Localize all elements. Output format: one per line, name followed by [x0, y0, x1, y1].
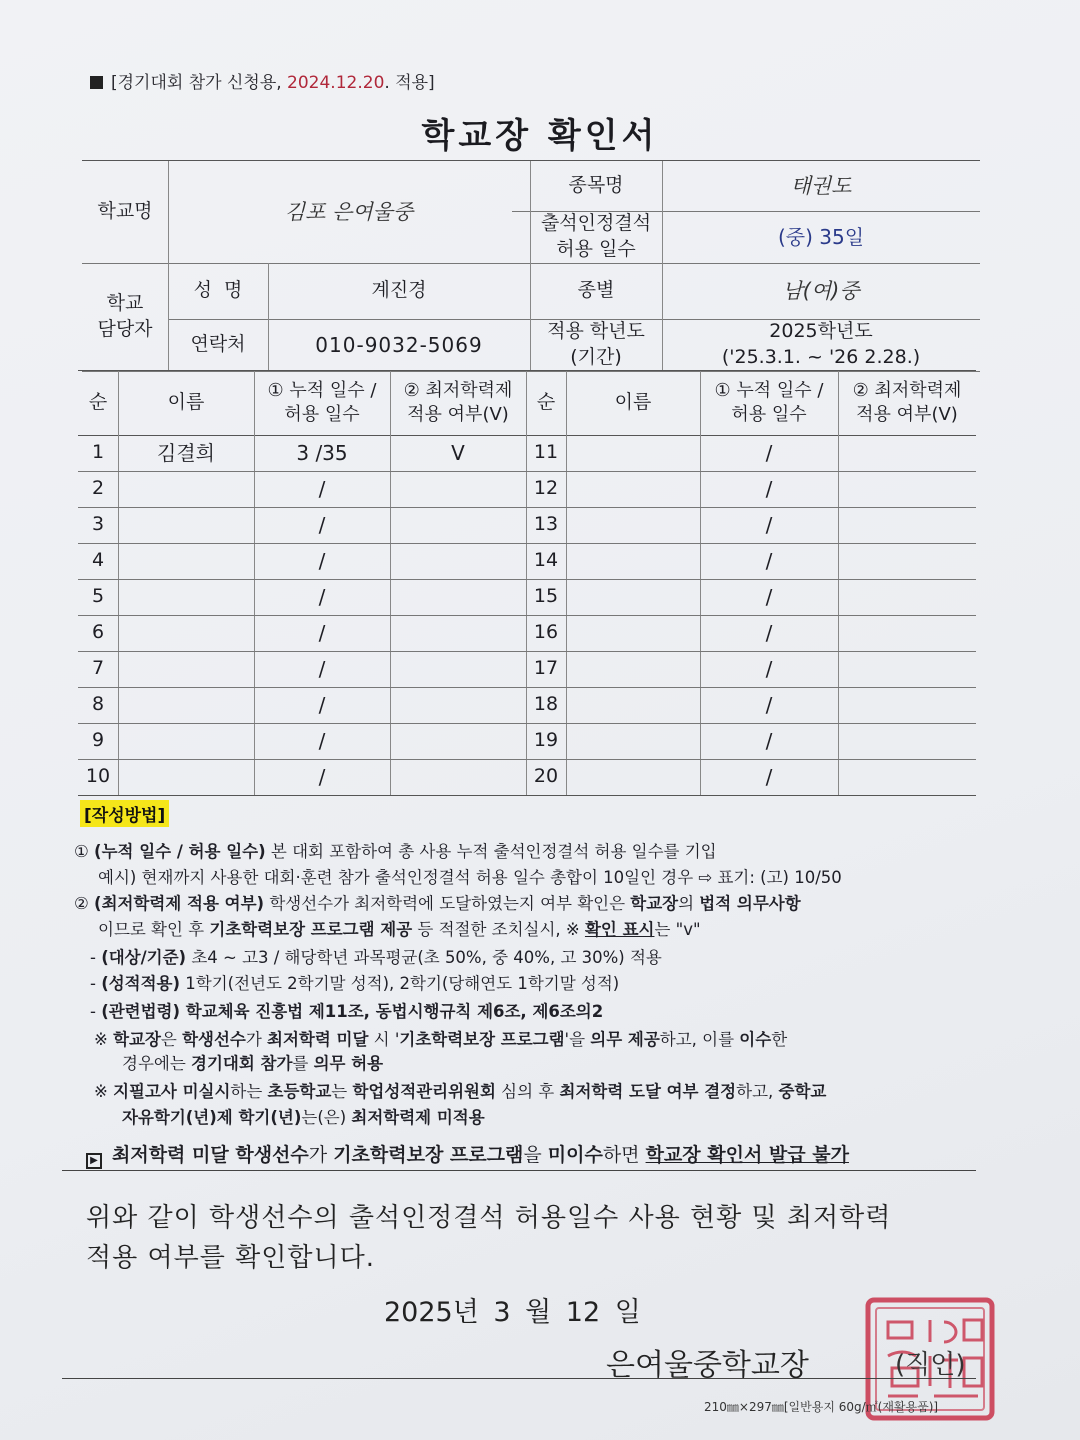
student-name	[118, 759, 254, 795]
absence-days: /	[318, 512, 326, 537]
instruction-line: ① (누적 일수 / 허용 일수) 본 대회 포함하여 총 사용 누적 출석인정결석 허용 일수를 기입	[74, 842, 717, 861]
absence-days: 3 /35	[296, 440, 348, 465]
min-standard-check	[390, 723, 526, 759]
col-days-right: ① 누적 일수 / 허용 일수	[714, 379, 824, 425]
absence-days: /	[765, 620, 773, 645]
method-heading: [작성방법]	[80, 800, 169, 827]
row-number: 11	[533, 441, 559, 464]
col-name-right: 이름	[614, 391, 652, 414]
row-number: 18	[533, 693, 559, 716]
absence-days: /	[765, 476, 773, 501]
contact-value: 010-9032-5069	[315, 332, 483, 357]
sport-label: 종목명	[568, 174, 624, 197]
absence-days: /	[765, 512, 773, 537]
min-standard-check	[390, 507, 526, 543]
row-number: 10	[85, 765, 111, 788]
absence-value: (중) 35일	[777, 224, 865, 249]
row-number: 14	[533, 549, 559, 572]
instruction-line: ※ 학교장은 학생선수가 최저학력 미달 시 '기초학력보장 프로그램'을 의무 제공하고, 이를 이수한	[94, 1030, 788, 1049]
school-label: 학교명	[97, 200, 153, 223]
row-number: 12	[533, 477, 559, 500]
absence-days: /	[318, 476, 326, 501]
col-name-left: 이름	[167, 391, 205, 414]
col-min-right: ② 최저학력제 적용 여부(V)	[852, 379, 962, 425]
confirmation-text: 위와 같이 학생선수의 출석인정결석 허용일수 사용 현황 및 최저학력 적용 여부를 확인합니다.	[86, 1203, 892, 1273]
student-name: 김결희	[157, 440, 215, 465]
row-number: 17	[533, 657, 559, 680]
instruction-line: ※ 지필고사 미실시하는 초등학교는 학업성적관리위원회 심의 후 최저학력 도달 여부 결정하고, 중학교	[94, 1082, 827, 1101]
student-name	[118, 687, 254, 723]
min-standard-check	[390, 651, 526, 687]
paper-spec: 210㎜×297㎜[일반용지 60g/㎡(재활용품)]	[704, 1400, 939, 1414]
student-name	[118, 507, 254, 543]
student-name	[118, 615, 254, 651]
min-standard-check	[390, 579, 526, 615]
absence-days: /	[318, 764, 326, 789]
absence-days: /	[318, 620, 326, 645]
instruction-line: - (대상/기준) 초4 ~ 고3 / 해당학년 과목평균(초 50%, 중 40%, 고 30%) 적용	[90, 948, 662, 967]
gender-value: 남(여)중	[782, 278, 860, 303]
issue-date: 2025년 3 월 12 일	[384, 1297, 641, 1328]
row-number: 3	[91, 513, 105, 536]
staff-label: 학교 담당자	[97, 292, 153, 340]
absence-days: /	[765, 656, 773, 681]
document-title: 학교장 확인서	[421, 116, 659, 156]
square-bullet-icon	[90, 76, 103, 89]
year-value: 2025학년도 ('25.3.1. ~ '26 2.28.)	[721, 320, 921, 368]
absence-label: 출석인정결석 허용 일수	[540, 212, 652, 260]
year-label: 적용 학년도 (기간)	[547, 320, 645, 368]
note-date: 2024.12.20	[287, 73, 385, 93]
min-standard-check	[390, 615, 526, 651]
instruction-line: - (성적적용) 1학기(전년도 2학기말 성적), 2학기(당해연도 1학기말 성적)	[90, 974, 620, 993]
instruction-line: 경우에는 경기대회 참가를 의무 허용	[122, 1054, 384, 1073]
name-label: 성 명	[193, 279, 243, 302]
col-min-left: ② 최저학력제 적용 여부(V)	[403, 379, 513, 425]
notice-line: ▶ 최저학력 미달 학생선수가 기초학력보장 프로그램을 미이수하면 학교장 확인서 발급 불가	[86, 1140, 849, 1169]
seal-label: (직인)	[895, 1350, 966, 1380]
info-table	[82, 160, 980, 370]
row-number: 9	[91, 729, 105, 752]
row-number: 4	[91, 549, 105, 572]
absence-days: /	[318, 548, 326, 573]
divider	[62, 1378, 976, 1379]
instruction-line: 예시) 현재까지 사용한 대회·훈련 참가 출석인정결석 허용 일수 총합이 10일인 경우 ⇨ 표기: (고) 10/50	[98, 868, 842, 887]
student-name	[118, 723, 254, 759]
gender-label: 종별	[577, 279, 615, 302]
absence-days: /	[318, 584, 326, 609]
row-number: 6	[91, 621, 105, 644]
row-number: 5	[91, 585, 105, 608]
instruction-line: - (관련법령) 학교체육 진흥법 제11조, 동법시행규칙 제6조, 제6조의2	[90, 1002, 604, 1021]
student-grid	[78, 370, 976, 794]
row-number: 19	[533, 729, 559, 752]
row-number: 16	[533, 621, 559, 644]
form-usage-note: [경기대회 참가 신청용, 2024.12.20. 적용]	[90, 68, 435, 93]
absence-days: /	[765, 692, 773, 717]
instruction-line: 자유학기(년)제 학기(년)는(은) 최저학력제 미적용	[122, 1108, 485, 1127]
min-standard-check	[390, 759, 526, 795]
absence-days: /	[318, 656, 326, 681]
row-number: 15	[533, 585, 559, 608]
min-standard-check	[390, 471, 526, 507]
min-standard-check	[390, 687, 526, 723]
absence-days: /	[765, 548, 773, 573]
row-number: 8	[91, 693, 105, 716]
row-number: 1	[91, 441, 105, 464]
arrow-box-icon: ▶	[86, 1153, 102, 1169]
absence-days: /	[318, 692, 326, 717]
absence-days: /	[765, 584, 773, 609]
divider	[62, 1170, 976, 1171]
school-value: 김포 은여울중	[284, 199, 414, 224]
min-standard-check: V	[451, 440, 465, 465]
name-value: 계진경	[371, 279, 427, 302]
student-name	[118, 579, 254, 615]
instruction-line: 이므로 확인 후 기초학력보장 프로그램 제공 등 적절한 조치실시, ※ 확인 표시는 "v"	[98, 920, 701, 939]
sport-value: 태권도	[790, 173, 852, 198]
col-no-right: 순	[536, 391, 556, 414]
row-number: 2	[91, 477, 105, 500]
absence-days: /	[765, 440, 773, 465]
row-number: 20	[533, 765, 559, 788]
absence-days: /	[765, 728, 773, 753]
student-name	[118, 651, 254, 687]
student-name	[118, 471, 254, 507]
principal-name: 은여울중학교장	[606, 1348, 809, 1383]
row-number: 13	[533, 513, 559, 536]
row-number: 7	[91, 657, 105, 680]
instruction-line: ② (최저학력제 적용 여부) 학생선수가 최저학력에 도달하였는지 여부 확인은 학교장의 법적 의무사항	[74, 894, 801, 913]
min-standard-check	[390, 543, 526, 579]
col-days-left: ① 누적 일수 / 허용 일수	[267, 379, 377, 425]
absence-days: /	[318, 728, 326, 753]
contact-label: 연락처	[190, 333, 246, 356]
student-name	[118, 543, 254, 579]
col-no-left: 순	[88, 391, 108, 414]
absence-days: /	[765, 764, 773, 789]
